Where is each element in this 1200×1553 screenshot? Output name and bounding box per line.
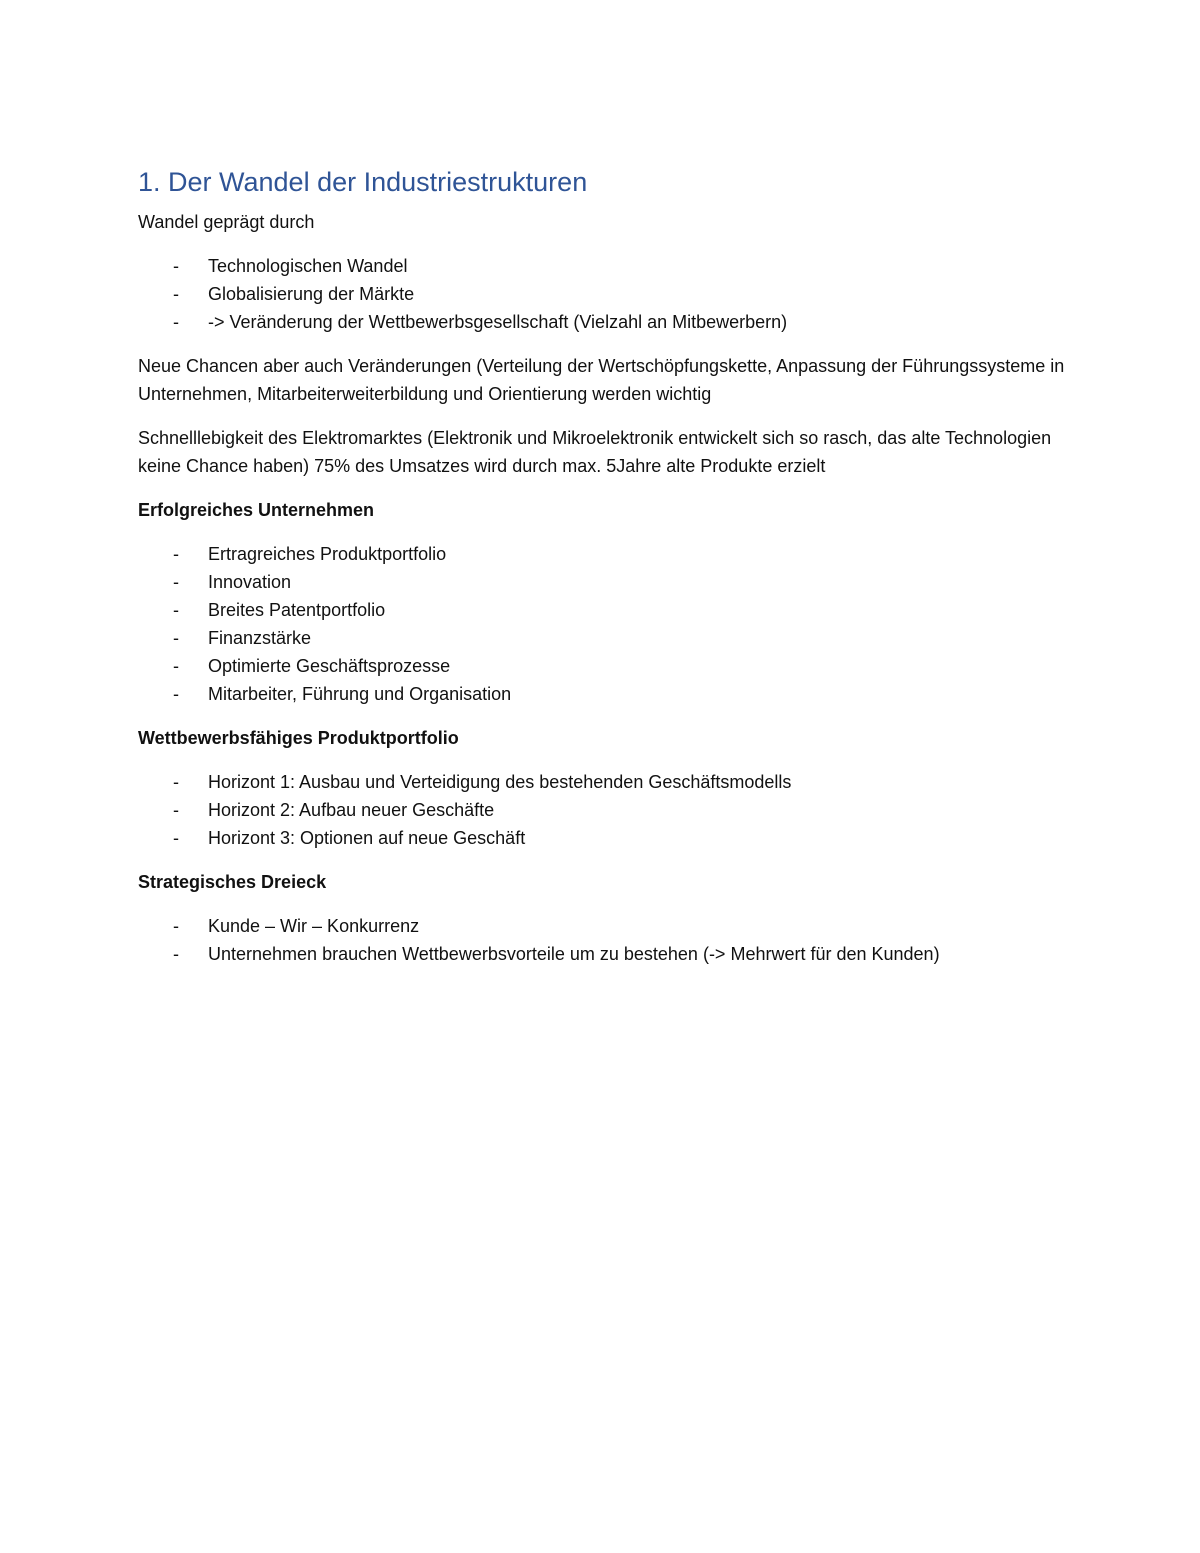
dash-bullet: - [173,628,179,648]
dash-bullet: - [173,944,179,964]
dash-bullet: - [173,656,179,676]
list-item-text: Mitarbeiter, Führung und Organisation [208,684,512,704]
dash-bullet: - [173,312,179,332]
list-item-text: Technologischen Wandel [208,256,408,276]
list-item-text: Innovation [208,572,292,592]
list-item-text: Unternehmen brauchen Wettbewerbsvorteile um zu bestehen (-> Mehrwert für den Kunden) [208,944,940,964]
dash-bullet: - [173,544,179,564]
list-item-text: -> Veränderung der Wettbewerbsgesellschaft (Vielzahl an Mitbewerbern) [208,312,788,332]
dash-bullet: - [173,572,179,592]
list-item [138,768,1078,796]
dash-bullet: - [173,256,179,276]
list-item [138,652,1078,680]
list-item [138,568,1078,596]
dash-bullet: - [173,684,179,704]
list-item [138,824,1078,852]
list-item [138,624,1078,652]
dash-bullet: - [173,600,179,620]
successful-company-list [138,540,1078,708]
list-item [138,912,1078,940]
dash-bullet: - [173,772,179,792]
list-item [138,940,1078,968]
list-item-text: Horizont 1: Ausbau und Verteidigung des bestehenden Geschäftsmodells [208,772,792,792]
list-item [138,252,1078,280]
list-item-text: Horizont 2: Aufbau neuer Geschäfte [208,800,495,820]
section-heading-successful-company: Erfolgreiches Unternehmen [138,500,375,520]
list-item [138,796,1078,824]
intro-text: Wandel geprägt durch [138,212,315,232]
paragraph-electronics-market: Schnelllebigkeit des Elektromarktes (Elektronik und Mikroelektronik entwickelt sich so rasch, das alte Technologien keine Chance haben) 75% des Umsatzes wird durch max. 5Jahre alte Produkte erzielt [138,428,1052,476]
list-item-text: Optimierte Geschäftsprozesse [208,656,451,676]
competitive-portfolio-list [138,768,1078,852]
dash-bullet: - [173,916,179,936]
paragraph-opportunities: Neue Chancen aber auch Veränderungen (Verteilung der Wertschöpfungskette, Anpassung der Führungssysteme in Unternehmen, Mitarbeiterweiterbildung und Orientierung werden wichtig [138,356,1065,404]
list-item [138,308,1078,336]
list-item-text: Horizont 3: Optionen auf neue Geschäft [208,828,526,848]
strategic-triangle-list [138,912,1078,968]
list-item [138,680,1078,708]
list-item [138,596,1078,624]
list-item-text: Globalisierung der Märkte [208,284,415,304]
document-content [138,160,1078,984]
list-item-text: Breites Patentportfolio [208,600,386,620]
section-heading-competitive-portfolio: Wettbewerbsfähiges Produktportfolio [138,728,459,748]
list-item-text: Kunde – Wir – Konkurrenz [208,916,420,936]
page-title: 1. Der Wandel der Industriestrukturen [138,167,588,197]
list-item-text: Ertragreiches Produktportfolio [208,544,447,564]
list-item [138,280,1078,308]
dash-bullet: - [173,284,179,304]
section-heading-strategic-triangle: Strategisches Dreieck [138,872,327,892]
change-drivers-list [138,252,1078,336]
dash-bullet: - [173,800,179,820]
list-item-text: Finanzstärke [208,628,312,648]
list-item [138,540,1078,568]
dash-bullet: - [173,828,179,848]
